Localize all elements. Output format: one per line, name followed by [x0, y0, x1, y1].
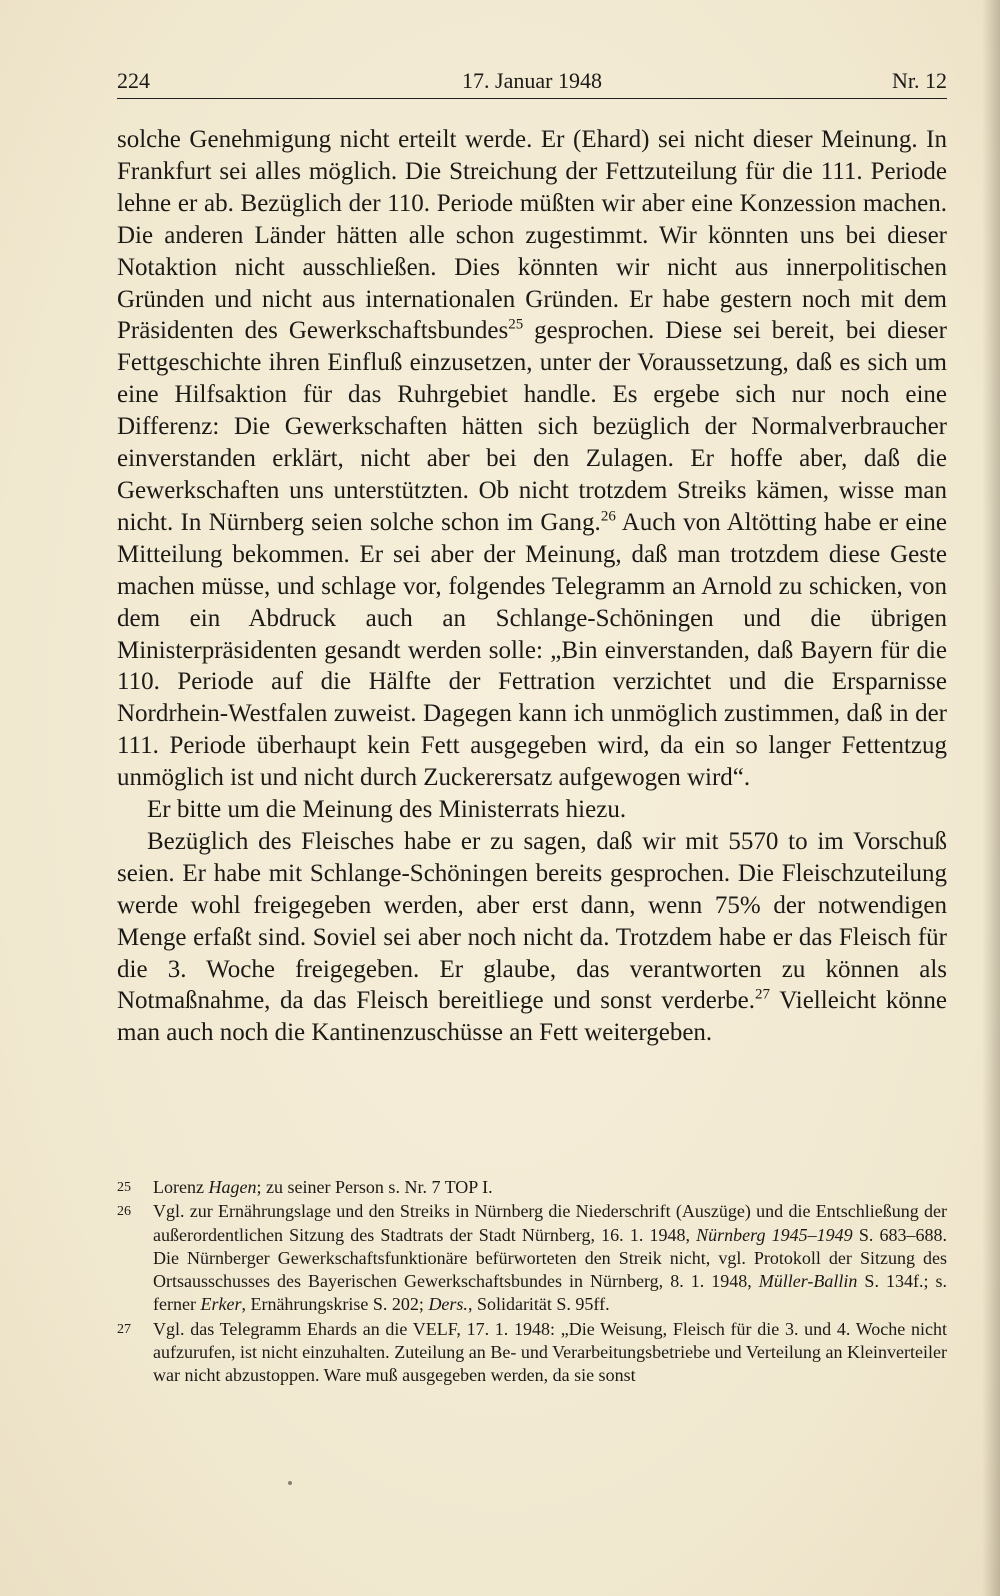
paragraph-3-part-a: Bezüglich des Fleisches habe er zu sagen, daß wir mit 5570 to im Vorschuß seien. Er habe mit Schlange-Schöningen bereits gesprochen. Die Fleischzuteilung werde wohl freigegeben werden, aber erst dann, wenn 75% der notwendigen Menge erfaßt sind. Soviel sei aber noch nicht da. Trotzdem habe er das Fleisch für die 3. Woche freigegeben. Er glaube, das verantworten zu können als Notmaßnahme, da das Fleisch bereitliege und sonst verderbe. [117, 827, 947, 1015]
header-rule [117, 98, 947, 99]
footnote-text: S. 683–688. Die Nürnberger Gewerkschaftsfunktionäre befürworteten den Streik nicht, vgl. Protokoll der Sitzung des Ortsausschusses des Bayerischen Gewerkschaftsbundes in Nürnberg, 8. 1. 1948, [153, 1224, 948, 1292]
paper-speck [288, 1481, 292, 1485]
footnote-ref-25: 25 [508, 316, 524, 333]
paragraph-3 [117, 826, 947, 1049]
main-text [117, 124, 947, 1049]
header-date: 17. Januar 1948 [462, 68, 602, 93]
footnote-text: S. 134f.; s. ferner [153, 1271, 947, 1315]
page-number: 224 [117, 68, 150, 93]
footnote-text: , Solidarität S. 95ff. [467, 1294, 610, 1315]
footnote-ref-27: 27 [755, 986, 771, 1003]
footnote-italic: Nürnberg 1945–1949 [696, 1224, 853, 1245]
footnote-italic: Müller-Ballin [758, 1271, 858, 1292]
footnote-27 [117, 1318, 947, 1388]
footnote-number: 27 [117, 1321, 131, 1337]
footnotes [117, 1176, 947, 1389]
paragraph-1 [117, 124, 947, 794]
paragraph-2: Er bitte um die Meinung des Ministerrats hiezu. [147, 796, 627, 824]
footnote-italic: Hagen [208, 1177, 257, 1197]
footnote-text: Vgl. das Telegramm Ehards an die VELF, 17. 1. 1948: „Die Weisung, Fleisch für die 3. und 4. Woche nicht aufzurufen, ist nicht einzuhalten. Zuteilung an Be- und Verarbeitungsbetriebe und Verteilung an Kleinverteiler war nicht abzustoppen. Ware muß ausgegeben werden, da sie sonst [153, 1318, 947, 1386]
footnote-text: Vgl. zur Ernährungslage und den Streiks in Nürnberg die Niederschrift (Auszüge) und die Entschließung der außerordentlichen Sitzung des Stadtrats der Stadt Nürnberg, 16. 1. 1948, [153, 1201, 947, 1245]
footnote-text: ; zu seiner Person s. Nr. 7 TOP I. [256, 1177, 493, 1197]
paragraph-1-part-a: solche Genehmigung nicht erteilt werde. Er (Ehard) sei nicht dieser Meinung. In Frankfurt sei alles möglich. Die Streichung der Fettzuteilung für die 111. Periode lehne er ab. Bezüglich der 110. Periode müßten wir aber eine Konzession machen. Die anderen Länder hätten alle schon zugestimmt. Wir könnten uns bei dieser Notaktion nicht ausschließen. Dies könnten wir nicht aus innerpolitischen Gründen und nicht aus internationalen Gründen. Er habe gestern noch mit dem Präsidenten des Gewerkschaftsbundes [117, 126, 947, 345]
page-edge-shadow [982, 0, 1000, 1596]
footnote-italic: Ders. [428, 1294, 468, 1315]
footnote-number: 26 [117, 1204, 131, 1220]
footnote-26 [117, 1200, 947, 1316]
document-number: Nr. 12 [892, 68, 947, 93]
paragraph-1-part-b: gesprochen. Diese sei bereit, bei dieser Fettgeschichte ihren Einfluß einzusetzen, unter der Voraussetzung, daß es sich um eine Hilfsaktion für das Ruhrgebiet handle. Es ergebe sich nur noch eine Differenz: Die Gewerkschaften hätten sich bezüglich der Normalverbraucher einverstanden erklärt, nicht aber bei den Zulagen. Er hoffe aber, daß die Gewerkschaften uns unterstützten. Ob nicht trotzdem Streiks kämen, wisse man nicht. In Nürnberg seien solche schon im Gang. [117, 317, 947, 536]
footnote-text: , Ernährungskrise S. 202; [241, 1294, 429, 1315]
paragraph-3-part-b: Vielleicht könne man auch noch die Kantinenzuschüsse an Fett weitergeben. [117, 987, 947, 1047]
footnote-text: Lorenz [153, 1177, 209, 1197]
paragraph-1-part-c: Auch von Altötting habe er eine Mitteilung bekommen. Er sei aber der Meinung, daß man trotzdem diese Geste machen müsse, und schlage vor, folgendes Telegramm an Arnold zu schicken, von dem ein Abdruck auch an Schlange-Schöningen und die übrigen Ministerpräsidenten gesandt werden solle: „Bin einverstanden, daß Bayern für die 110. Periode auf die Hälfte der Fettration verzichtet und die Ersparnisse Nordrhein-Westfalen zuweist. Dagegen kann ich unmöglich zustimmen, daß in der 111. Periode überhaupt kein Fett ausgegeben wird, da ein so langer Fettentzug unmöglich ist und nicht durch Zuckerersatz aufgewogen wird“. [117, 508, 947, 792]
footnote-25 [117, 1176, 947, 1199]
footnote-ref-26: 26 [600, 508, 616, 525]
running-header [117, 62, 947, 98]
footnote-number: 25 [117, 1180, 131, 1195]
footnote-italic: Erker [200, 1294, 242, 1315]
